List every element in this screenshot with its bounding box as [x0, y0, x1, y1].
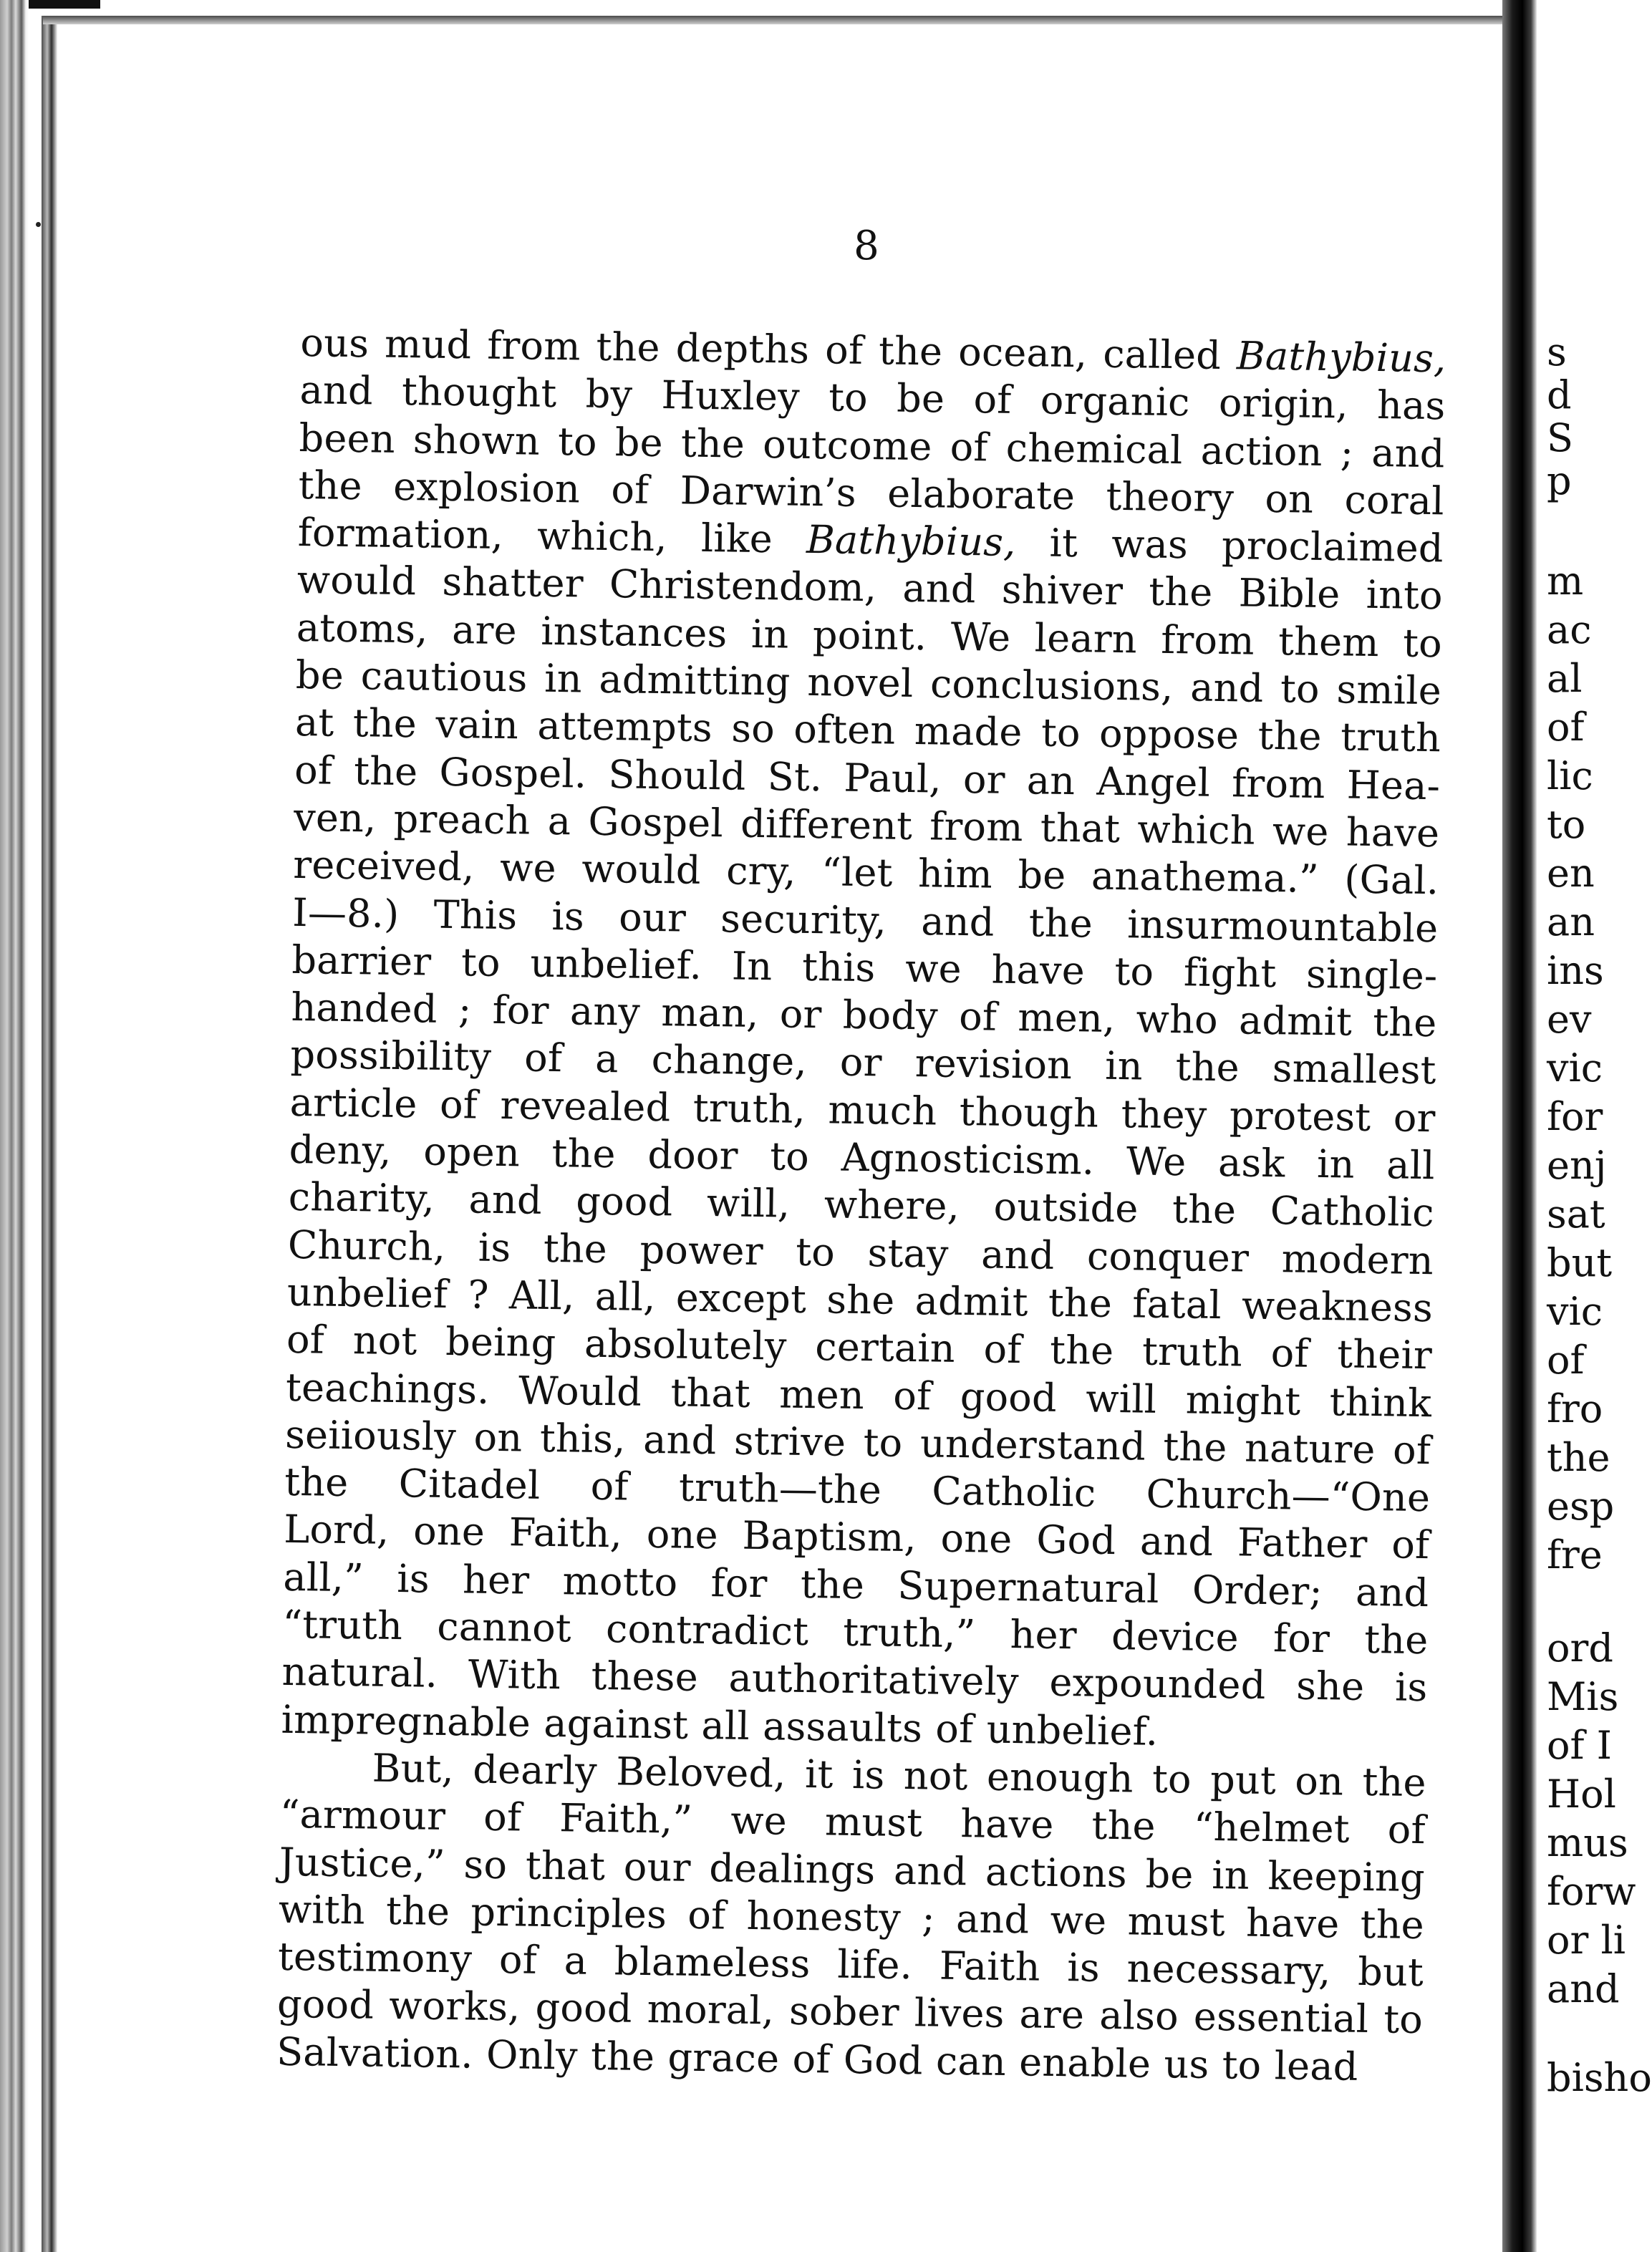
text-run: article of revealed truth, much though they protest or: [289, 1079, 1436, 1141]
text-run: at the vain attempts so often made to oppose the truth: [294, 700, 1441, 761]
facing-page-fragment: [1547, 315, 1652, 2248]
text-run: natural. With these authoritatively expounded she is: [281, 1649, 1428, 1711]
facing-page-text: of I: [1547, 1723, 1612, 1768]
text-run: all,” is her motto for the Supernatural Order; and: [283, 1554, 1429, 1615]
text-run: impregnable against all assaults of unbelief.: [281, 1696, 1159, 1754]
italic-term: Bathybius,: [806, 517, 1016, 566]
text-run: ven, preach a Gospel different from that which we have: [293, 794, 1440, 856]
text-run: Justice,” so that our dealings and actions be in keeping: [279, 1839, 1426, 1900]
text-run: the explosion of Darwin’s elaborate theory on coral: [298, 462, 1445, 524]
page-left-border: [42, 16, 57, 2252]
facing-page-text: and: [1547, 1966, 1620, 2011]
text-run: good works, good moral, sober lives are also essential to: [276, 1981, 1424, 2043]
scan-speck: [36, 222, 41, 227]
facing-page-text: the: [1547, 1435, 1610, 1480]
facing-page-text: mus: [1547, 1820, 1628, 1865]
text-run: be cautious in admitting novel conclusions, and to smile: [295, 652, 1442, 714]
text-run: deny, open the door to Agnosticism. We ask in all: [289, 1126, 1436, 1189]
text-run: ous mud from the depths of the ocean, called: [300, 319, 1237, 379]
text-run: with the principles of honesty ; and we must have the: [278, 1886, 1425, 1948]
text-run: Church, is the power to stay and conquer modern: [287, 1222, 1434, 1283]
page-number: 8: [854, 223, 879, 269]
facing-page-text: ev: [1547, 997, 1592, 1042]
facing-page-text: al: [1547, 656, 1583, 701]
text-run: possibility of a change, or revision in the smallest: [290, 1032, 1436, 1093]
facing-page-text: m: [1547, 559, 1584, 604]
facing-page-text: an: [1547, 899, 1595, 944]
facing-page-text: ac: [1547, 607, 1592, 652]
facing-page-text: sat: [1547, 1192, 1605, 1237]
text-run: handed ; for any man, or body of men, who admit the: [291, 985, 1437, 1046]
body-text: [276, 319, 1446, 2092]
facing-page-text: en: [1547, 851, 1595, 896]
facing-page-text: of: [1547, 705, 1585, 750]
text-run: of the Gospel. Should St. Paul, or an Angel from Hea-: [294, 747, 1441, 808]
facing-page-text: p: [1547, 458, 1572, 503]
text-run: Salvation. Only the grace of God can enable us to lead: [276, 2029, 1358, 2089]
facing-page-text: lic: [1547, 753, 1593, 798]
facing-page-text: fre: [1547, 1532, 1603, 1577]
text-run: and thought by Huxley to be of organic origin, has: [299, 367, 1446, 429]
text-run: it was proclaimed: [1015, 520, 1444, 571]
facing-page-text: but: [1547, 1240, 1613, 1285]
facing-page-text: S: [1547, 415, 1573, 460]
text-run: “truth cannot contradict truth,” her device for the: [282, 1601, 1429, 1663]
text-run: atoms, are instances in point. We learn from them to: [296, 604, 1443, 667]
text-run: I—8.) This is our security, and the insurmountable: [291, 889, 1439, 951]
facing-page-text: vic: [1547, 1045, 1603, 1091]
facing-page-text: of: [1547, 1338, 1585, 1383]
facing-page-text: Hol: [1547, 1772, 1616, 1817]
text-run: charity, and good will, where, outside the Catholic: [288, 1174, 1435, 1236]
text-run: But, dearly Beloved, it is not enough to put on the: [372, 1745, 1427, 1806]
facing-page-text: d: [1547, 372, 1572, 417]
text-run: formation, which, like: [297, 510, 807, 563]
text-run: Lord, one Faith, one Baptism, one God and Father of: [283, 1507, 1430, 1568]
facing-page-text: to: [1547, 802, 1586, 847]
text-run: testimony of a blameless life. Faith is necessary, but: [277, 1933, 1424, 1996]
book-left-edge: [0, 0, 29, 2252]
facing-page-text: or li: [1547, 1918, 1626, 1963]
facing-page-text: s: [1547, 329, 1567, 374]
facing-page-text: Mis: [1547, 1674, 1619, 1719]
facing-page-text: for: [1547, 1094, 1603, 1139]
text-run: been shown to be the outcome of chemical action ; and: [299, 415, 1445, 476]
book-gutter: [1502, 0, 1537, 2252]
text-run: seiiously on this, and strive to understand the nature of: [284, 1411, 1431, 1474]
page-top-border: [43, 16, 1504, 24]
text-run: the Citadel of truth—the Catholic Church—“One: [284, 1459, 1431, 1521]
text-run: of not being absolutely certain of the truth of their: [286, 1317, 1433, 1378]
facing-page-text: ins: [1547, 948, 1604, 993]
facing-page-text: ord: [1547, 1625, 1613, 1671]
text-run: barrier to unbelief. In this we have to fight single-: [291, 937, 1438, 999]
facing-page-text: fro: [1547, 1386, 1603, 1431]
facing-page-text: vic: [1547, 1289, 1603, 1334]
facing-page-text: enj: [1547, 1143, 1607, 1188]
italic-term: Bathybius,: [1236, 333, 1446, 382]
text-run: unbelief ? All, all, except she admit the fatal weakness: [286, 1269, 1434, 1331]
text-run: received, we would cry, “let him be anathema.” (Gal.: [292, 842, 1439, 904]
facing-page-text: esp: [1547, 1484, 1615, 1529]
facing-page-text: bisho: [1547, 2055, 1652, 2100]
text-run: teachings. Would that men of good will might think: [285, 1364, 1432, 1426]
text-run: would shatter Christendom, and shiver the Bible into: [296, 557, 1444, 619]
text-run: “armour of Faith,” we must have the “helmet of: [279, 1792, 1426, 1853]
facing-page-text: forw: [1547, 1869, 1636, 1914]
